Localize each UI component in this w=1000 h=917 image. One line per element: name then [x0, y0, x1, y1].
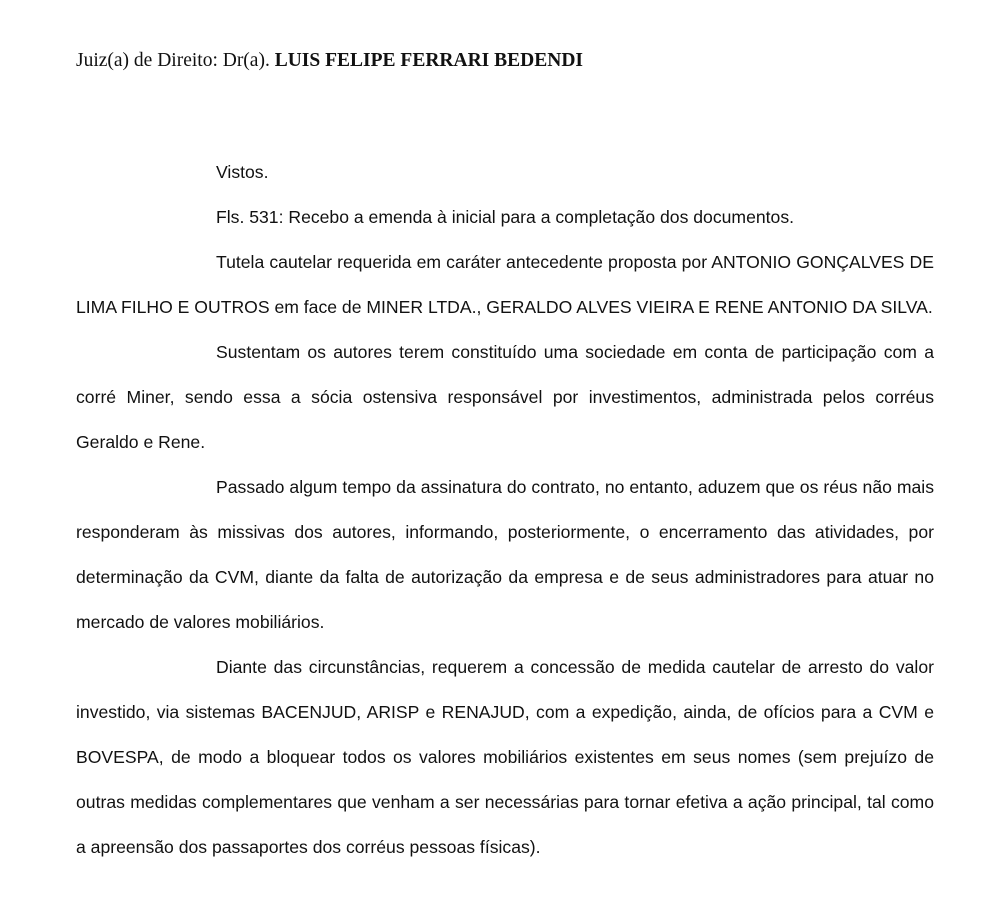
paragraph-passado-tempo: Passado algum tempo da assinatura do contrato, no entanto, aduzem que os réus não mais responderam às missivas dos autores, informando, posteriormente, o encerramento das atividades, por determinação da CVM, diante da falta de autorização da empresa e de seus administradores para atuar no mercado de valores mobiliários. — [76, 477, 934, 632]
paragraph-diante-circunstancias: Diante das circunstâncias, requerem a concessão de medida cautelar de arresto do valor investido, via sistemas BACENJUD, ARISP e RENAJUD, com a expedição, ainda, de ofícios para a CVM e BOVESPA, de modo a bloquear todos os valores mobiliários existentes em seus nomes (sem prejuízo de outras medidas complementares que venham a ser necessárias para tornar efetiva a ação principal, tal como a apreensão dos passaportes dos corréus pessoas físicas). — [76, 657, 934, 857]
paragraph-sustentam: Sustentam os autores terem constituído uma sociedade em conta de participação com a corré Miner, sendo essa a sócia ostensiva responsável por investimentos, administrada pelos corréus Geraldo e Rene. — [76, 342, 934, 452]
judge-line — [76, 48, 583, 74]
paragraph-vistos: Vistos. — [216, 162, 269, 182]
judge-prefix: Juiz(a) de Direito: Dr(a). — [76, 50, 275, 71]
judge-name: LUIS FELIPE FERRARI BEDENDI — [274, 50, 583, 71]
decision-body — [76, 150, 934, 870]
paragraph-tutela-cautelar: Tutela cautelar requerida em caráter antecedente proposta por ANTONIO GONÇALVES DE LIMA FILHO E OUTROS em face de MINER LTDA., GERALDO ALVES VIEIRA E RENE ANTONIO DA SILVA. — [76, 252, 934, 317]
paragraph-fls-531: Fls. 531: Recebo a emenda à inicial para a completação dos documentos. — [216, 207, 794, 227]
